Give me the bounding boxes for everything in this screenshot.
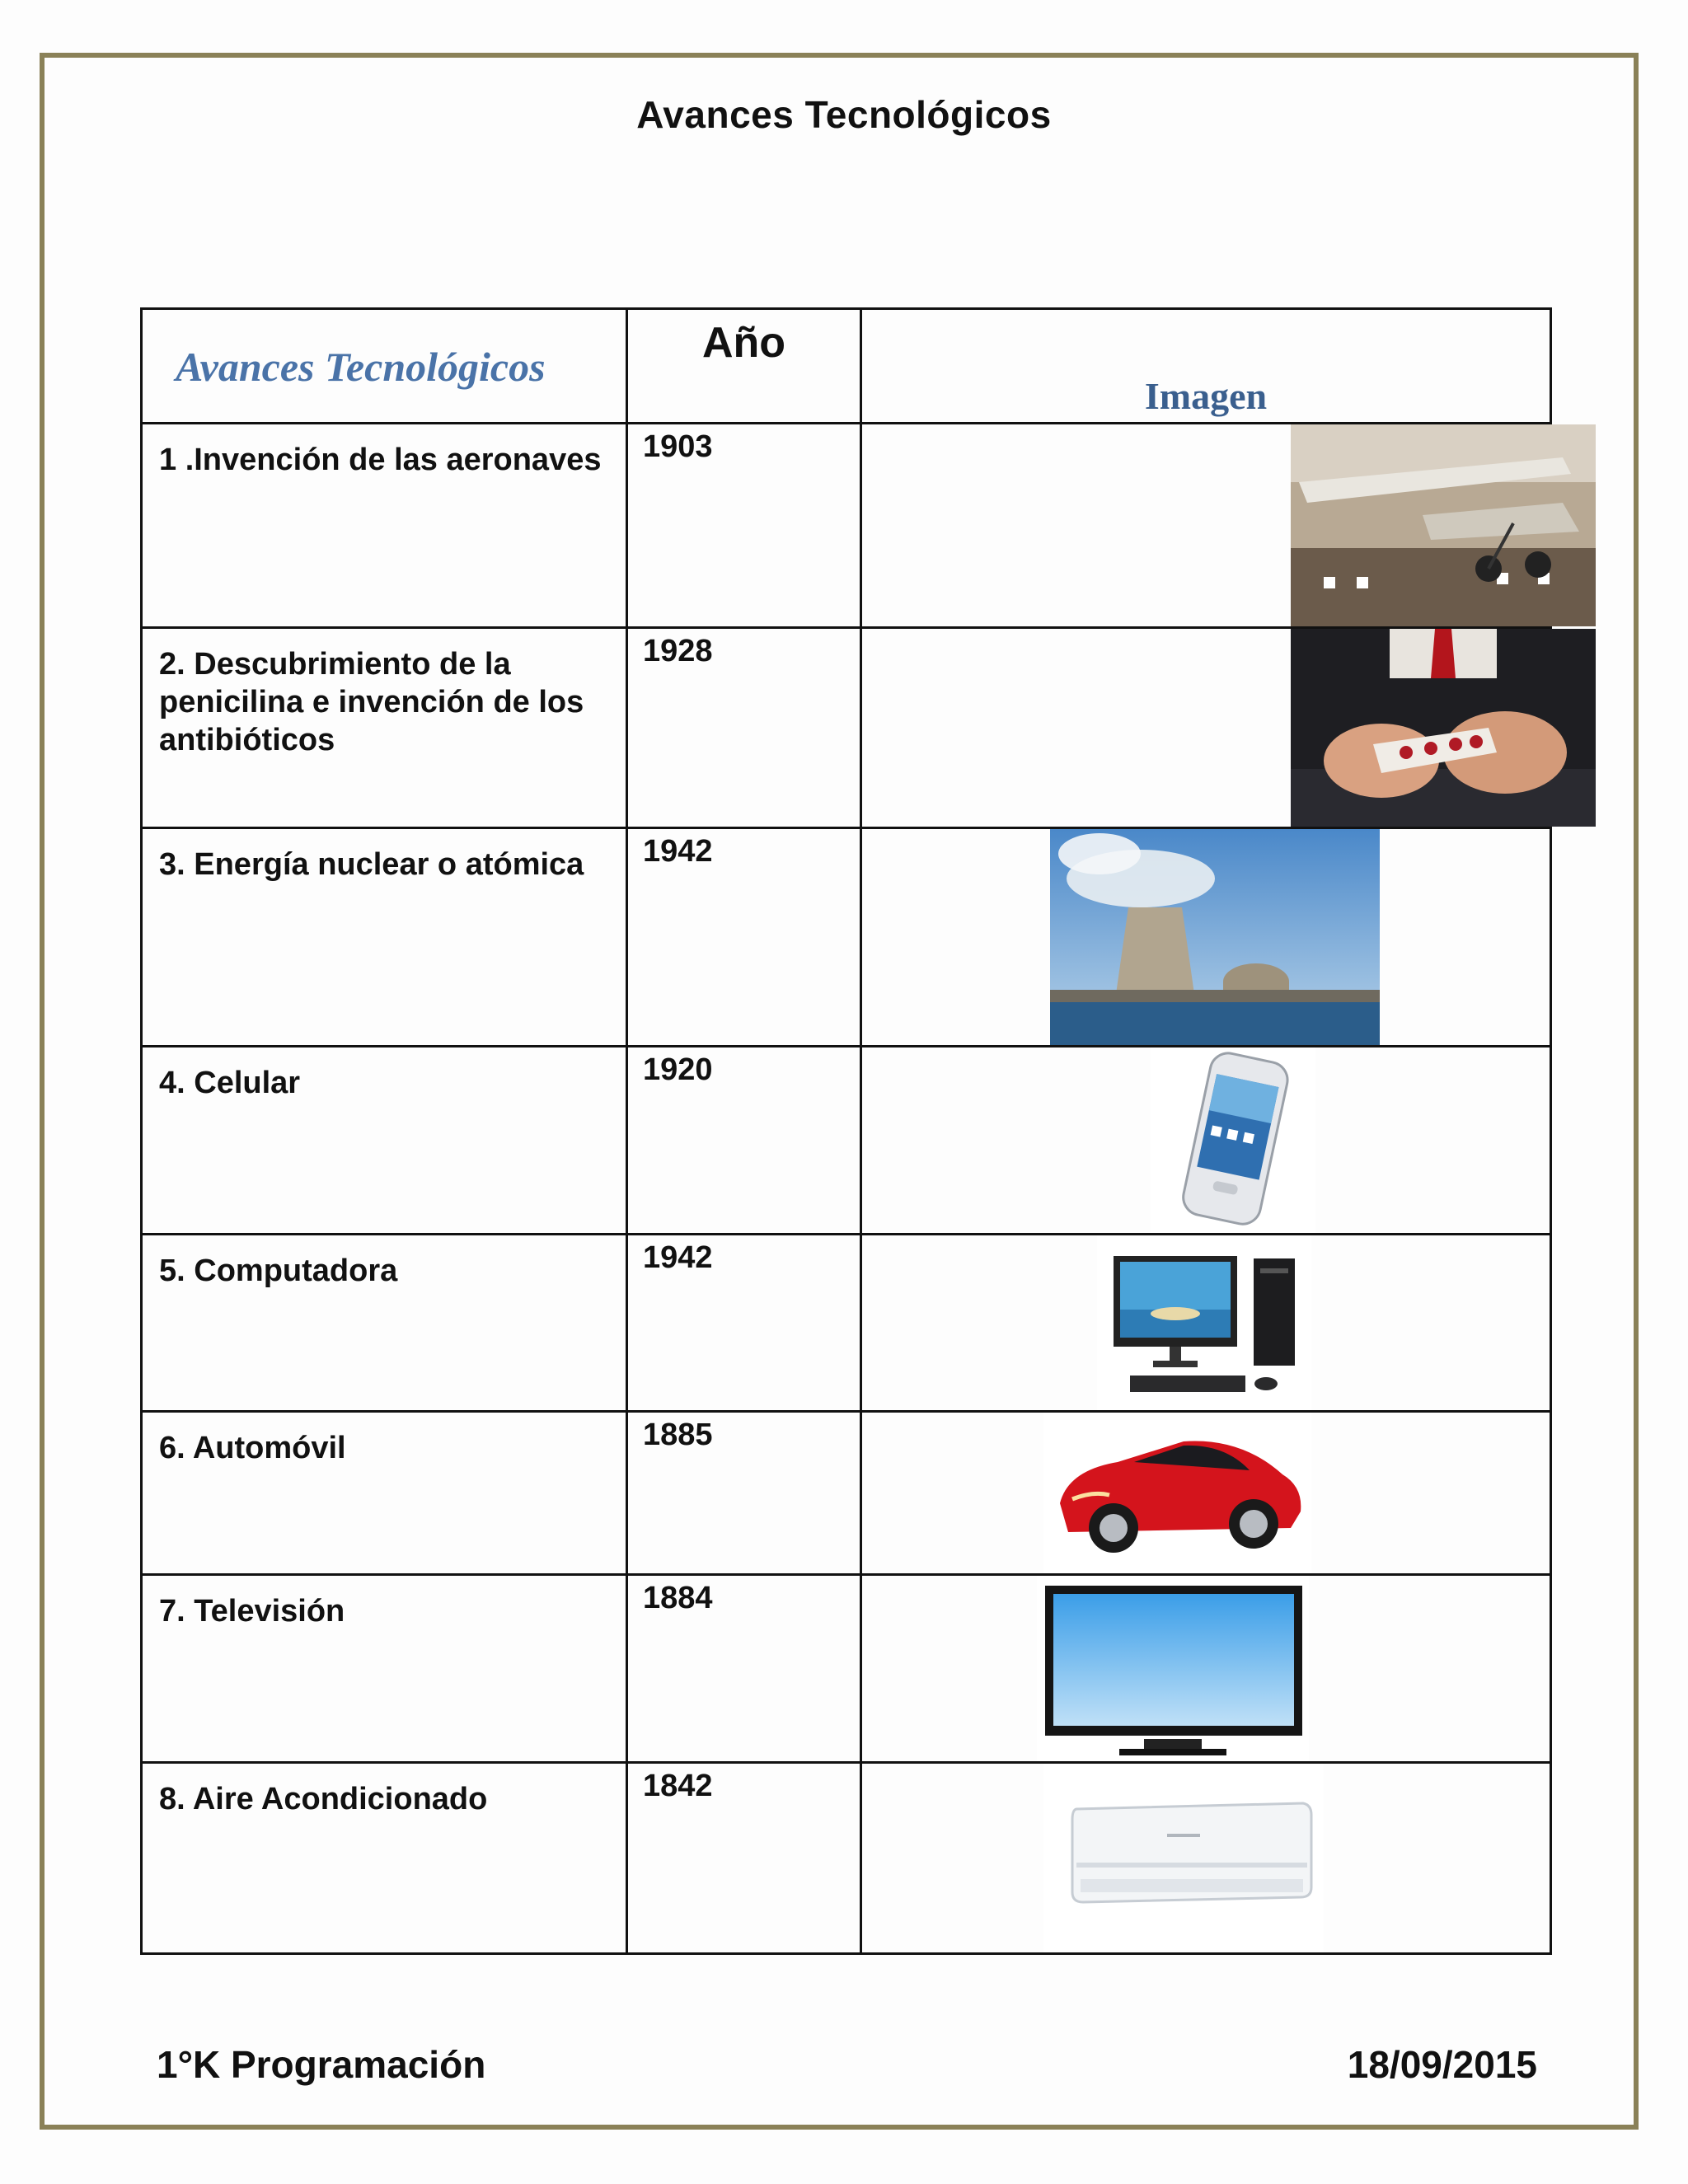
- advance-label: 8. Aire Acondicionado: [159, 1782, 488, 1816]
- penicillin-image: [1291, 629, 1596, 827]
- advances-table: [140, 307, 1552, 1955]
- year-cell: [627, 1412, 861, 1575]
- table-row: [142, 1047, 1551, 1235]
- advance-label: 3. Energía nuclear o atómica: [159, 847, 584, 882]
- advance-cell: [142, 628, 627, 828]
- year-cell: [627, 1763, 861, 1954]
- car-image: [1043, 1413, 1311, 1573]
- year-cell: [627, 1235, 861, 1412]
- advance-cell: [142, 424, 627, 628]
- year-value: 1928: [643, 634, 713, 668]
- header-advance: Avances Tecnológicos: [176, 344, 546, 390]
- image-cell: [861, 1412, 1551, 1575]
- image-cell: [861, 1047, 1551, 1235]
- table-row: [142, 1412, 1551, 1575]
- table-row: [142, 424, 1551, 628]
- year-cell: [627, 628, 861, 828]
- year-value: 1884: [643, 1581, 713, 1615]
- table-row: [142, 1763, 1551, 1954]
- year-value: 1903: [643, 429, 713, 464]
- advance-cell: [142, 1412, 627, 1575]
- advance-label: 5. Computadora: [159, 1254, 398, 1288]
- table-row: [142, 828, 1551, 1047]
- advance-label: 7. Televisión: [159, 1594, 345, 1629]
- year-cell: [627, 1047, 861, 1235]
- footer-date: 18/09/2015: [1347, 2043, 1537, 2086]
- advance-label: 4. Celular: [159, 1066, 301, 1100]
- year-value: 1885: [643, 1418, 713, 1452]
- image-cell: [861, 828, 1551, 1047]
- document-title: Avances Tecnológicos: [636, 93, 1052, 136]
- header-cell-advance: [142, 309, 627, 424]
- table-row: [142, 1235, 1551, 1412]
- header-image: Imagen: [1144, 375, 1268, 417]
- table-header-row: [142, 309, 1551, 424]
- year-cell: [627, 828, 861, 1047]
- image-cell: [861, 1235, 1551, 1412]
- header-cell-year: [627, 309, 861, 424]
- television-image: [1037, 1576, 1309, 1761]
- year-cell: [627, 424, 861, 628]
- image-cell: [861, 1575, 1551, 1763]
- airplane-image: [1291, 424, 1596, 626]
- advance-label: 2. Descubrimiento de la penicilina e invención de los antibióticos: [159, 647, 584, 757]
- nuclear-plant-image: [1050, 829, 1380, 1045]
- cellphone-image: [1151, 1047, 1315, 1233]
- air-conditioner-image: [1043, 1764, 1324, 1952]
- advance-cell: [142, 1763, 627, 1954]
- image-cell: [861, 628, 1551, 828]
- table-row: [142, 1575, 1551, 1763]
- year-value: 1842: [643, 1769, 713, 1803]
- year-value: 1920: [643, 1052, 713, 1087]
- image-cell: [861, 1763, 1551, 1954]
- table-row: [142, 628, 1551, 828]
- advance-label: 1 .Invención de las aeronaves: [159, 443, 602, 477]
- image-cell: [861, 424, 1551, 628]
- year-cell: [627, 1575, 861, 1763]
- advance-cell: [142, 828, 627, 1047]
- advance-cell: [142, 1575, 627, 1763]
- advance-cell: [142, 1235, 627, 1412]
- advance-cell: [142, 1047, 627, 1235]
- header-year: Año: [701, 319, 786, 367]
- year-value: 1942: [643, 834, 713, 869]
- computer-image: [1097, 1235, 1311, 1410]
- year-value: 1942: [643, 1240, 713, 1275]
- advance-label: 6. Automóvil: [159, 1431, 346, 1465]
- footer-course: 1°K Programación: [157, 2043, 486, 2086]
- header-cell-image: [861, 309, 1551, 424]
